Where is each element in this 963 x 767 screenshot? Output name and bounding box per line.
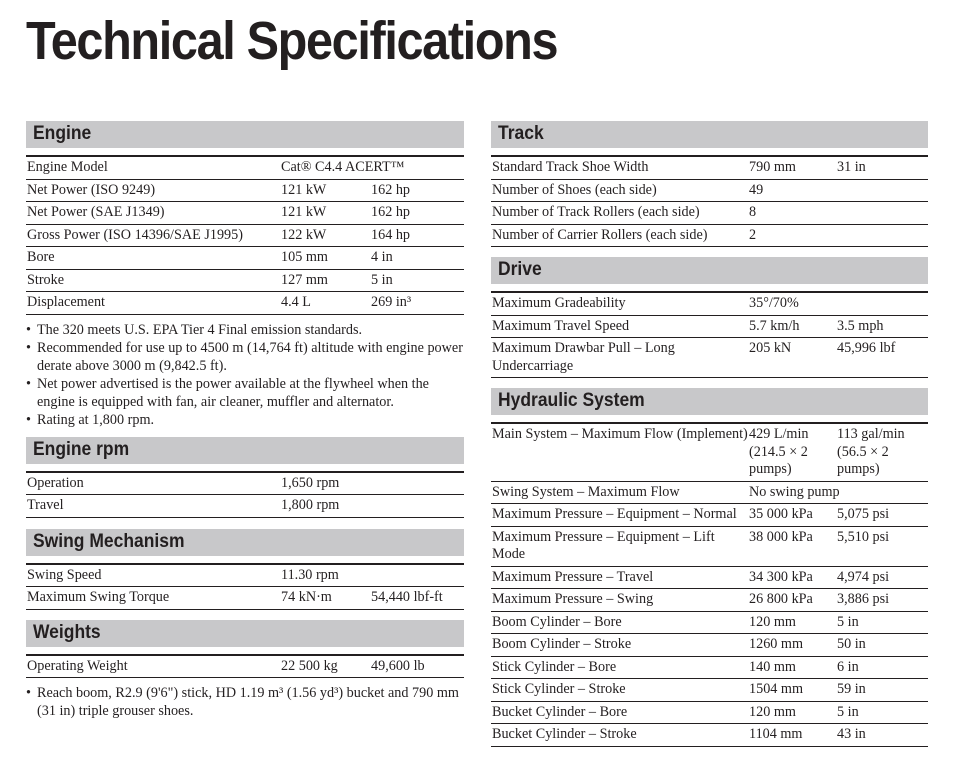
section-heading-bar <box>26 437 464 464</box>
spec-imperial-value: 50 in <box>836 634 928 657</box>
spec-metric-value: 105 mm <box>280 247 370 270</box>
spec-metric-value: 4.4 L <box>280 292 370 315</box>
spec-label: Maximum Swing Torque <box>26 587 280 610</box>
section-heading: Swing Mechanism <box>33 530 185 552</box>
section-heading: Weights <box>33 621 101 643</box>
spec-label: Bucket Cylinder – Bore <box>491 701 748 724</box>
section-heading: Track <box>498 123 544 144</box>
spec-metric-value: 5.7 km/h <box>748 315 836 338</box>
spec-imperial-value: 59 in <box>836 679 928 702</box>
spec-label: Operating Weight <box>26 656 280 678</box>
spec-label: Swing System – Maximum Flow <box>491 481 748 504</box>
table-row <box>491 679 928 702</box>
table-row <box>26 269 464 292</box>
spec-label: Maximum Pressure – Equipment – Normal <box>491 504 748 527</box>
spec-label: Net Power (SAE J1349) <box>26 202 280 225</box>
spec-table <box>26 473 464 518</box>
spec-table <box>26 656 464 679</box>
spec-label: Number of Carrier Rollers (each side) <box>491 224 748 247</box>
spec-metric-value: 1504 mm <box>748 679 836 702</box>
table-row <box>491 481 928 504</box>
table-row <box>26 292 464 315</box>
spec-metric-value: 34 300 kPa <box>748 566 836 589</box>
spec-label: Gross Power (ISO 14396/SAE J1995) <box>26 224 280 247</box>
table-row <box>491 526 928 566</box>
spec-imperial-value: 31 in <box>836 157 928 179</box>
spec-imperial-value: 54,440 lbf-ft <box>370 587 464 610</box>
spec-imperial-value: 5 in <box>370 269 464 292</box>
spec-metric-value: 1,800 rpm <box>280 495 370 518</box>
spec-label: Boom Cylinder – Bore <box>491 611 748 634</box>
spec-metric-value: 122 kW <box>280 224 370 247</box>
spec-label: Main System – Maximum Flow (Implement) <box>491 424 748 481</box>
spec-imperial-value <box>836 202 928 225</box>
spec-metric-value: 35°/70% <box>748 293 836 315</box>
spec-table <box>26 565 464 610</box>
table-row <box>26 157 464 179</box>
spec-imperial-value <box>370 565 464 587</box>
spec-imperial-value: 113 gal/min (56.5 × 2 pumps) <box>836 424 928 481</box>
spec-metric-value: 120 mm <box>748 611 836 634</box>
table-row <box>491 315 928 338</box>
spec-label: Bore <box>26 247 280 270</box>
spec-label: Stick Cylinder – Stroke <box>491 679 748 702</box>
spec-metric-value: 140 mm <box>748 656 836 679</box>
section-drive <box>491 257 928 378</box>
spec-metric-value: 205 kN <box>748 338 836 378</box>
spec-metric-value: 22 500 kg <box>280 656 370 678</box>
spec-metric-value: 429 L/min (214.5 × 2 pumps) <box>748 424 836 481</box>
table-row <box>491 589 928 612</box>
spec-imperial-value: 49,600 lb <box>370 656 464 678</box>
left-column <box>26 121 464 720</box>
spec-imperial-value: 45,996 lbf <box>836 338 928 378</box>
section-engine <box>26 121 464 429</box>
table-row <box>26 656 464 678</box>
spec-metric-value: 49 <box>748 179 836 202</box>
table-row <box>491 611 928 634</box>
spec-metric-value: 1260 mm <box>748 634 836 657</box>
spec-table <box>491 293 928 378</box>
spec-imperial-value: 5,075 psi <box>836 504 928 527</box>
note-item: • Recommended for use up to 4500 m (14,764 ft) altitude with engine power derate above 3000 m (9,842.5 ft). <box>26 339 464 375</box>
table-row <box>26 495 464 518</box>
spec-metric-value: Cat® C4.4 ACERT™ <box>280 157 370 179</box>
spec-label: Maximum Gradeability <box>491 293 748 315</box>
spec-label: Swing Speed <box>26 565 280 587</box>
right-column <box>491 121 928 747</box>
table-row <box>491 634 928 657</box>
table-row <box>491 338 928 378</box>
section-hydraulic-system <box>491 388 928 747</box>
spec-label: Travel <box>26 495 280 518</box>
section-heading: Drive <box>498 259 542 280</box>
spec-imperial-value: 269 in³ <box>370 292 464 315</box>
spec-imperial-value: 5,510 psi <box>836 526 928 566</box>
spec-table <box>491 424 928 747</box>
spec-metric-value: 121 kW <box>280 179 370 202</box>
table-row <box>491 656 928 679</box>
section-heading-bar <box>491 121 928 148</box>
notes-list <box>26 684 464 720</box>
table-row <box>491 293 928 315</box>
table-row <box>491 701 928 724</box>
spec-label: Stroke <box>26 269 280 292</box>
table-row <box>26 179 464 202</box>
table-row <box>491 424 928 481</box>
spec-table <box>26 157 464 315</box>
spec-metric-value: 127 mm <box>280 269 370 292</box>
table-row <box>491 202 928 225</box>
table-row <box>491 566 928 589</box>
spec-metric-value: No swing pump <box>748 481 836 504</box>
section-weights <box>26 620 464 721</box>
section-heading-bar <box>26 620 464 647</box>
spec-imperial-value: 3,886 psi <box>836 589 928 612</box>
spec-label: Displacement <box>26 292 280 315</box>
spec-metric-value: 1,650 rpm <box>280 473 370 495</box>
table-row <box>491 724 928 747</box>
section-heading: Hydraulic System <box>498 390 645 411</box>
note-item: • The 320 meets U.S. EPA Tier 4 Final emission standards. <box>26 321 464 339</box>
spec-imperial-value <box>836 179 928 202</box>
spec-label: Bucket Cylinder – Stroke <box>491 724 748 747</box>
spec-metric-value: 790 mm <box>748 157 836 179</box>
spec-imperial-value <box>370 495 464 518</box>
spec-metric-value: 8 <box>748 202 836 225</box>
spec-imperial-value <box>836 481 928 504</box>
spec-metric-value: 1104 mm <box>748 724 836 747</box>
page-title: Technical Specifications <box>26 11 558 71</box>
spec-label: Maximum Drawbar Pull – Long Undercarriage <box>491 338 748 378</box>
spec-label: Operation <box>26 473 280 495</box>
table-row <box>26 224 464 247</box>
section-heading-bar <box>26 529 464 556</box>
spec-label: Stick Cylinder – Bore <box>491 656 748 679</box>
section-heading-bar <box>491 388 928 415</box>
section-heading-bar <box>26 121 464 148</box>
spec-imperial-value: 3.5 mph <box>836 315 928 338</box>
notes-list <box>26 321 464 429</box>
spec-imperial-value: 6 in <box>836 656 928 679</box>
note-item: • Net power advertised is the power available at the flywheel when the engine is equipped with fan, air cleaner, muffler and alternator. <box>26 375 464 411</box>
spec-metric-value: 74 kN·m <box>280 587 370 610</box>
section-heading-bar <box>491 257 928 284</box>
note-item: • Reach boom, R2.9 (9'6") stick, HD 1.19 m³ (1.56 yd³) bucket and 790 mm (31 in) triple grouser shoes. <box>26 684 464 720</box>
spec-label: Net Power (ISO 9249) <box>26 179 280 202</box>
table-row <box>26 202 464 225</box>
spec-metric-value: 38 000 kPa <box>748 526 836 566</box>
spec-label: Number of Shoes (each side) <box>491 179 748 202</box>
spec-imperial-value: 5 in <box>836 701 928 724</box>
spec-imperial-value: 43 in <box>836 724 928 747</box>
spec-imperial-value: 5 in <box>836 611 928 634</box>
table-row <box>26 247 464 270</box>
spec-table <box>491 157 928 247</box>
spec-imperial-value <box>370 473 464 495</box>
spec-label: Maximum Pressure – Swing <box>491 589 748 612</box>
spec-label: Maximum Travel Speed <box>491 315 748 338</box>
spec-metric-value: 11.30 rpm <box>280 565 370 587</box>
section-heading: Engine rpm <box>33 438 130 460</box>
spec-label: Maximum Pressure – Equipment – Lift Mode <box>491 526 748 566</box>
table-row <box>491 504 928 527</box>
section-engine-rpm <box>26 437 464 518</box>
spec-label: Boom Cylinder – Stroke <box>491 634 748 657</box>
spec-label: Standard Track Shoe Width <box>491 157 748 179</box>
spec-imperial-value <box>836 224 928 247</box>
note-item: • Rating at 1,800 rpm. <box>26 411 464 429</box>
section-heading: Engine <box>33 123 92 144</box>
spec-metric-value: 2 <box>748 224 836 247</box>
spec-imperial-value: 162 hp <box>370 179 464 202</box>
spec-metric-value: 26 800 kPa <box>748 589 836 612</box>
section-swing-mechanism <box>26 529 464 610</box>
table-row <box>26 565 464 587</box>
table-row <box>491 157 928 179</box>
table-row <box>491 224 928 247</box>
spec-label: Engine Model <box>26 157 280 179</box>
spec-label: Number of Track Rollers (each side) <box>491 202 748 225</box>
spec-metric-value: 120 mm <box>748 701 836 724</box>
table-row <box>491 179 928 202</box>
spec-label: Maximum Pressure – Travel <box>491 566 748 589</box>
spec-imperial-value: 164 hp <box>370 224 464 247</box>
section-track <box>491 121 928 247</box>
spec-metric-value: 35 000 kPa <box>748 504 836 527</box>
spec-imperial-value <box>836 293 928 315</box>
table-row <box>26 587 464 610</box>
spec-imperial-value: 4 in <box>370 247 464 270</box>
spec-imperial-value: 162 hp <box>370 202 464 225</box>
spec-metric-value: 121 kW <box>280 202 370 225</box>
table-row <box>26 473 464 495</box>
spec-imperial-value: 4,974 psi <box>836 566 928 589</box>
